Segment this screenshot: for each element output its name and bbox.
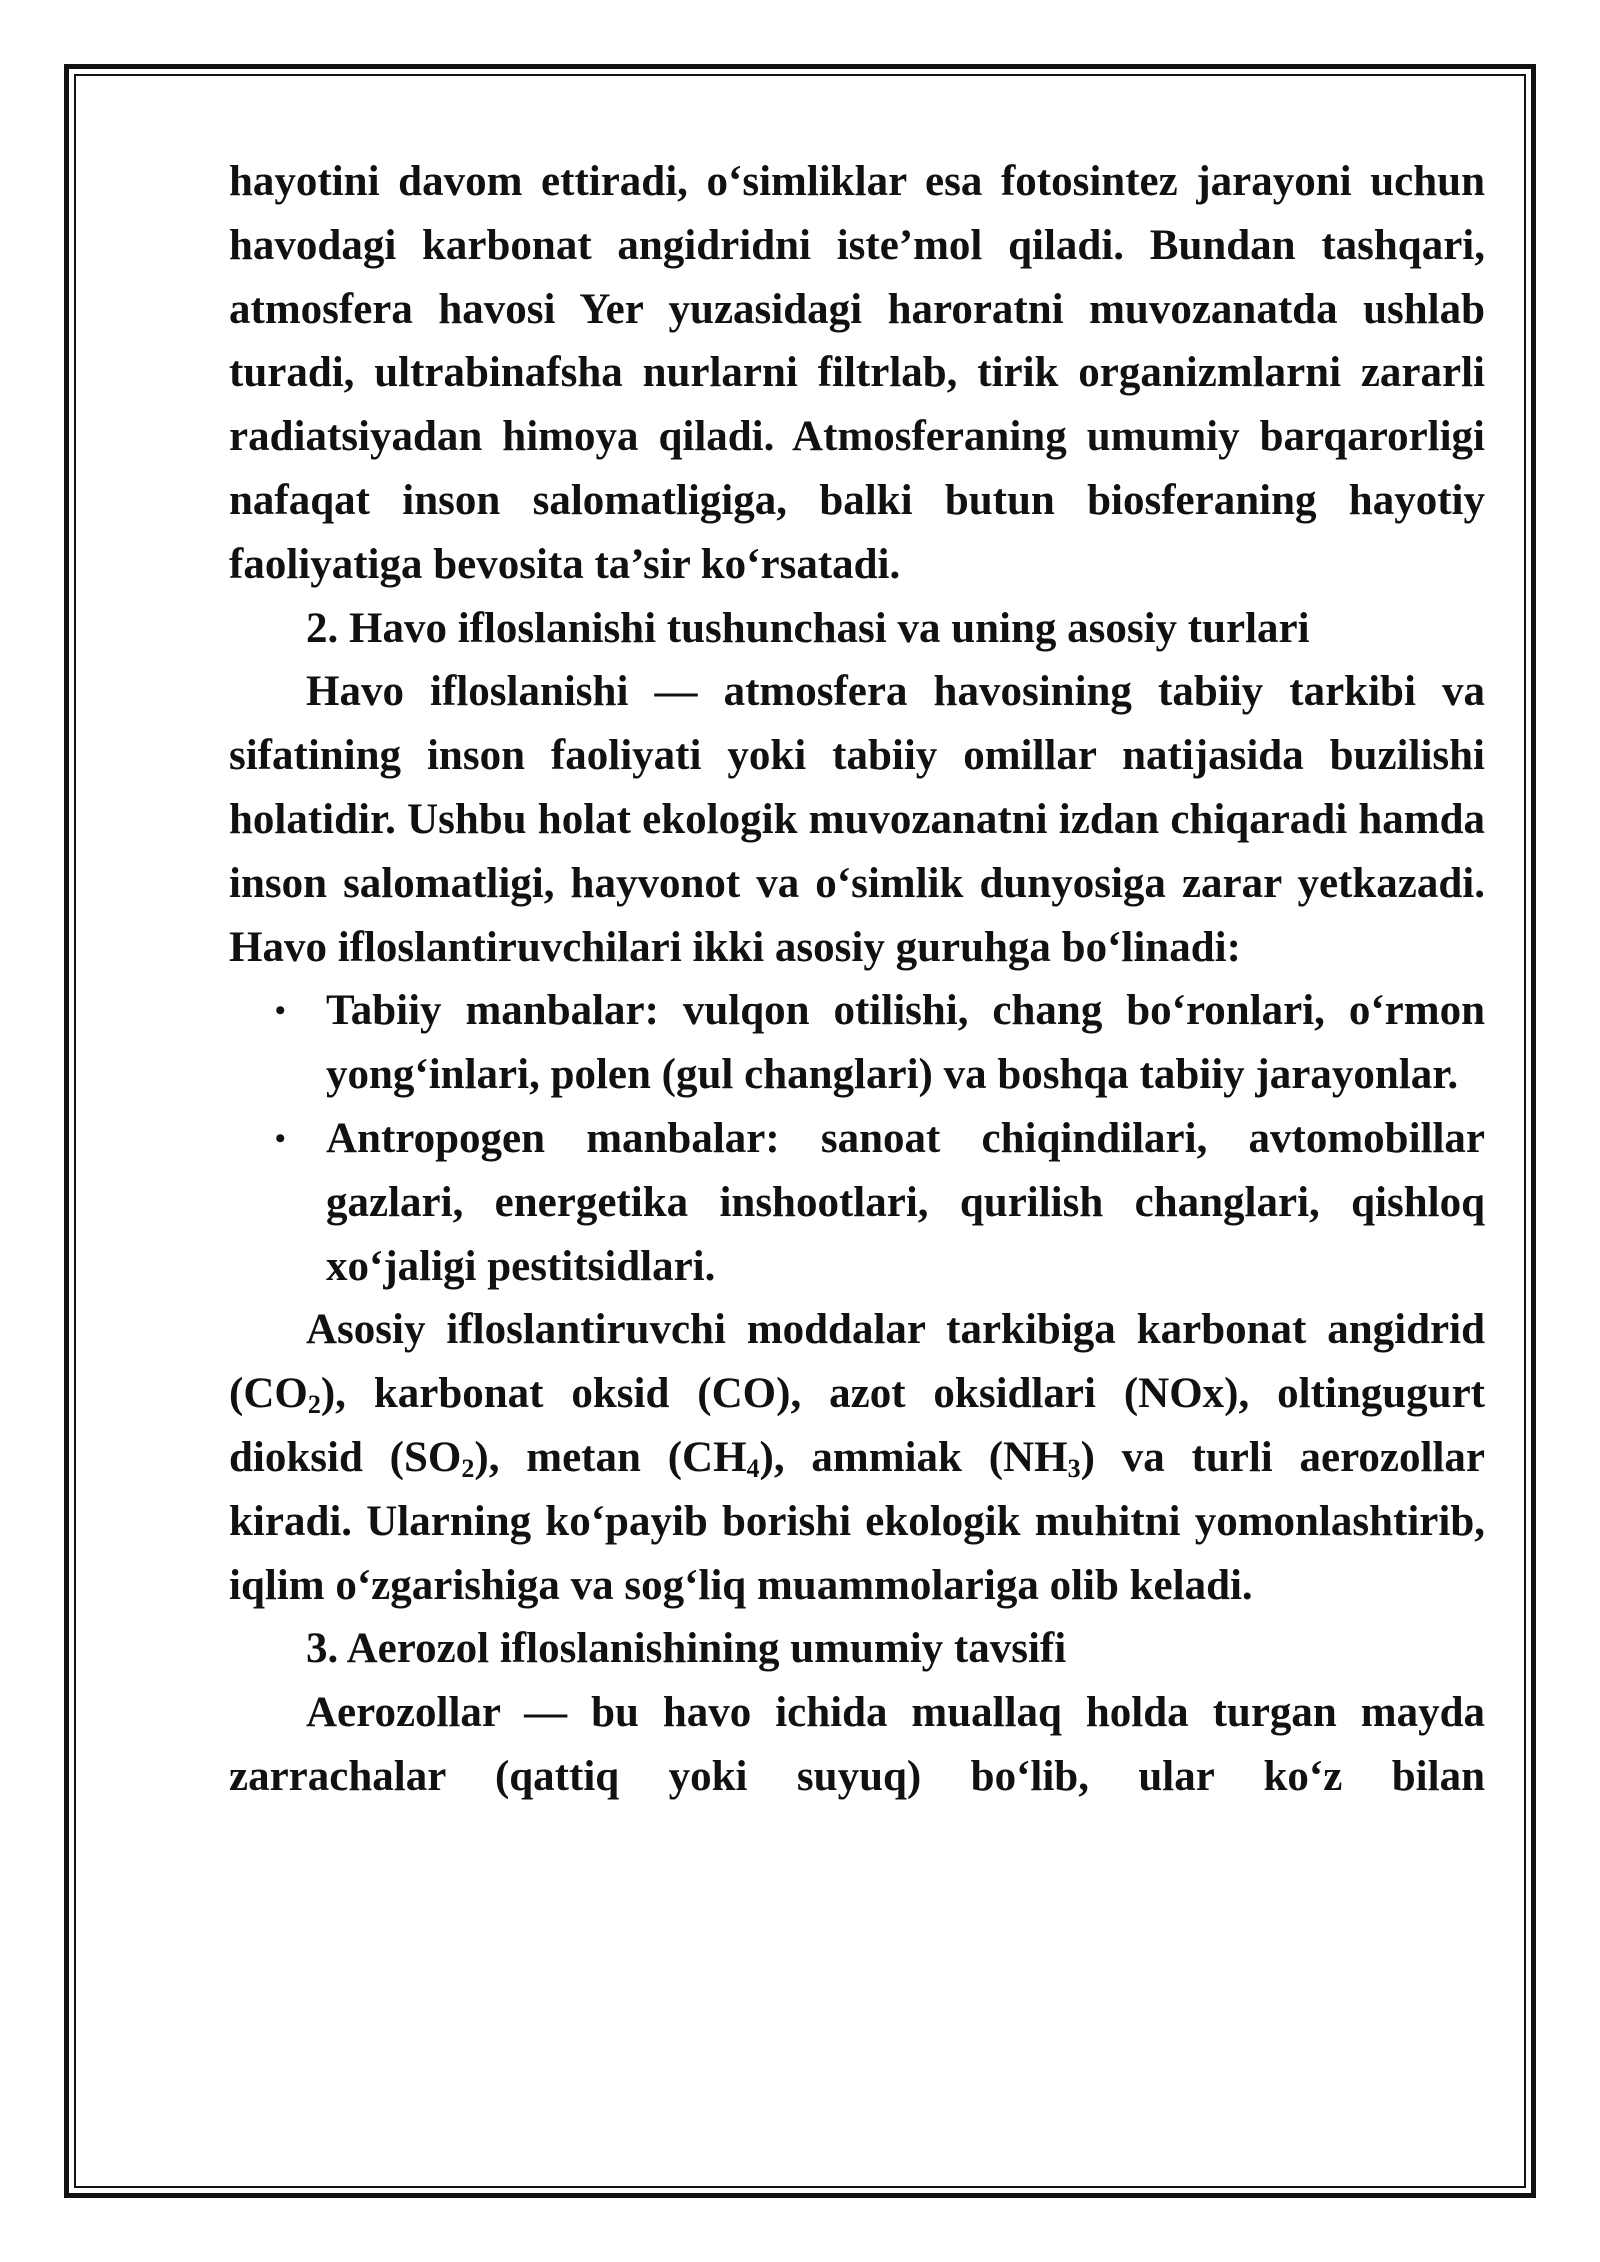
pollutants-text: Asosiy ifloslantiruvchi moddalar tarkibiga karbonat angidrid (CO [229,1306,1485,1418]
subscript: 2 [461,1453,475,1483]
bullet-icon: • [275,994,286,1028]
list-item-text: Tabiiy manbalar: vulqon otilishi, chang bo‘ronlari, o‘rmon yong‘inlari, polen (gul changlari) va boshqa tabiiy jarayonlar. [326,987,1485,1099]
document-body [229,150,1485,1809]
pollutants-text: ), ammiak (NH [759,1433,1068,1481]
list-item-text: Antropogen manbalar: sanoat chiqindilari, avtomobillar gazlari, energetika inshootlari, qurilish changlari, qishloq xo‘jaligi pestitsidlari. [326,1114,1485,1290]
section-3-heading: 3. Aerozol ifloslanishining umumiy tavsifi [306,1625,1067,1673]
list-item [229,1107,1485,1298]
section-2-paragraph: Havo ifloslanishi — atmosfera havosining tabiiy tarkibi va sifatining inson faoliyati yoki tabiiy omillar natijasida buzilishi holatidir. Ushbu holat ekologik muvozanatni izdan chiqaradi hamda inson salomatligi, hayvonot va o‘simlik dunyosiga zarar yetkazadi. Havo ifloslantiruvchilari ikki asosiy guruhga bo‘linadi: [229,668,1485,971]
list-item [229,979,1485,1107]
intro-paragraph: hayotini davom ettiradi, o‘simliklar esa fotosintez jarayoni uchun havodagi karbonat angidridni iste’mol qiladi. Bundan tashqari, atmosfera havosi Yer yuzasidagi haroratni muvozanatda ushlab turadi, ultrabinafsha nurlarni filtrlab, tirik organizmlarni zararli radiatsiyadan himoya qiladi. Atmosferaning umumiy barqarorligi nafaqat inson salomatligiga, balki butun biosferaning hayotiy faoliyatiga bevosita ta’sir ko‘rsatadi. [229,158,1485,588]
subscript: 2 [307,1390,321,1420]
pollutants-text: ), karbonat oksid (CO), azot oksidlari (NOx), oltingugurt dioksid (SO [229,1370,1485,1481]
pollutants-text: ), metan (CH [474,1433,747,1481]
subscript: 4 [746,1453,760,1483]
section-3-paragraph: Aerozollar — bu havo ichida muallaq holda turgan mayda zarrachalar (qattiq yoki suyuq) bo‘lib, ular ko‘z bilan [229,1689,1485,1800]
bullet-icon: • [275,1121,286,1155]
section-2-heading: 2. Havo ifloslanishi tushunchasi va uning asosiy turlari [306,604,1310,652]
subscript: 3 [1067,1453,1081,1483]
pollution-sources-list [229,979,1485,1298]
pollutants-text: ) va turli aerozollar kiradi. Ularning ko‘payib borishi ekologik muhitni yomonlashtirib, iqlim o‘zgarishiga va sog‘liq muammolariga olib keladi. [229,1433,1485,1609]
pollutants-paragraph [229,1298,1485,1617]
